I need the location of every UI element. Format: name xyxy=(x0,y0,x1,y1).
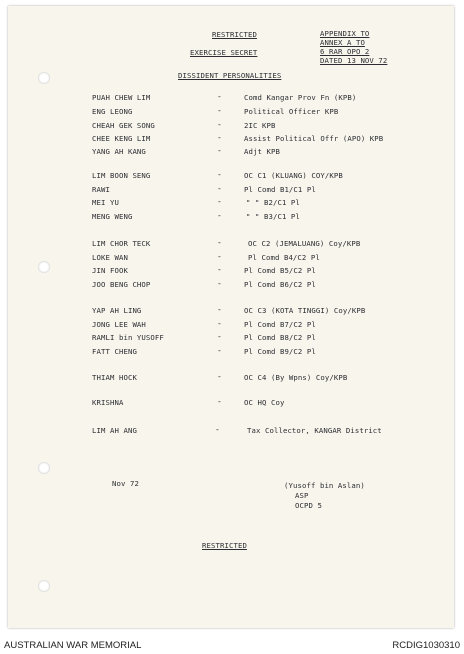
document-title: DISSIDENT PERSONALITIES xyxy=(178,71,282,80)
signature-name: (Yusoff bin Aslan) xyxy=(284,481,365,490)
punch-hole xyxy=(38,462,50,474)
person-name: MEI YU xyxy=(92,198,119,207)
person-name: MENG WENG xyxy=(92,212,133,221)
person-name: LIM CHOR TECK xyxy=(92,239,151,248)
separator-dash: - xyxy=(217,133,222,142)
person-name: JIN FOOK xyxy=(92,266,128,275)
appendix-line: ANNEX A TO xyxy=(320,38,365,47)
person-name: KRISHNA xyxy=(92,398,124,407)
separator-dash: - xyxy=(217,305,222,314)
person-role: 2IC KPB xyxy=(244,121,276,130)
separator-dash: - xyxy=(217,346,222,355)
separator-dash: - xyxy=(217,120,222,129)
person-name: THIAM HOCK xyxy=(92,373,137,382)
person-name: LIM AH ANG xyxy=(92,426,137,435)
separator-dash: - xyxy=(215,425,220,434)
separator-dash: - xyxy=(217,170,222,179)
person-role: Tax Collector, KANGAR District xyxy=(247,426,382,435)
person-role: " " B3/C1 Pl xyxy=(246,212,300,221)
separator-dash: - xyxy=(217,252,222,261)
person-name: PUAH CHEW LIM xyxy=(92,93,151,102)
separator-dash: - xyxy=(217,211,222,220)
person-role: Pl Comd B4/C2 Pl xyxy=(248,253,320,262)
appendix-line: APPENDIX TO xyxy=(320,29,370,38)
separator-dash: - xyxy=(217,319,222,328)
person-role: OC C4 (By Wpns) Coy/KPB xyxy=(244,373,348,382)
person-role: Pl Comd B6/C2 Pl xyxy=(244,280,316,289)
classification-top: RESTRICTED xyxy=(212,30,257,39)
person-role: " " B2/C1 Pl xyxy=(246,198,300,207)
person-role: Assist Political Offr (APO) KPB xyxy=(244,134,384,143)
person-role: Comd Kangar Prov Fn (KPB) xyxy=(244,93,357,102)
appendix-line: DATED 13 NOV 72 xyxy=(320,56,388,65)
person-role: Political Officer KPB xyxy=(244,107,339,116)
person-name: FATT CHENG xyxy=(92,347,137,356)
punch-hole xyxy=(38,261,50,273)
separator-dash: - xyxy=(217,238,222,247)
person-role: Pl Comd B7/C2 Pl xyxy=(244,320,316,329)
archive-name: AUSTRALIAN WAR MEMORIAL xyxy=(4,640,142,651)
separator-dash: - xyxy=(217,332,222,341)
person-name: YAP AH LING xyxy=(92,306,142,315)
person-name: LOKE WAN xyxy=(92,253,128,262)
person-name: CHEAH GEK SONG xyxy=(92,121,155,130)
separator-dash: - xyxy=(217,92,222,101)
person-name: JONG LEE WAH xyxy=(92,320,146,329)
person-name: RAMLI bin YUSOFF xyxy=(92,333,164,342)
person-role: OC C3 (KOTA TINGGI) Coy/KPB xyxy=(244,306,366,315)
separator-dash: - xyxy=(217,265,222,274)
person-role: Pl Comd B9/C2 Pl xyxy=(244,347,316,356)
separator-dash: - xyxy=(217,146,222,155)
separator-dash: - xyxy=(217,279,222,288)
archive-footer xyxy=(0,634,464,654)
document-page xyxy=(8,6,454,628)
separator-dash: - xyxy=(217,372,222,381)
person-role: Pl Comd B8/C2 Pl xyxy=(244,333,316,342)
person-role: Pl Comd B5/C2 Pl xyxy=(244,266,316,275)
person-name: CHEE KENG LIM xyxy=(92,134,151,143)
punch-hole xyxy=(38,580,50,592)
signature-appointment: OCPD 5 xyxy=(295,501,322,510)
person-role: OC C2 (JEMALUANG) Coy/KPB xyxy=(248,239,361,248)
exercise-secret: EXERCISE SECRET xyxy=(190,48,258,57)
appendix-line: 6 RAR OPO 2 xyxy=(320,47,370,56)
archive-reference: RCDIG1030310 xyxy=(392,640,460,651)
person-role: Adjt KPB xyxy=(244,147,280,156)
separator-dash: - xyxy=(217,197,222,206)
person-name: ENG LEONG xyxy=(92,107,133,116)
separator-dash: - xyxy=(217,397,222,406)
person-name: JOO BENG CHOP xyxy=(92,280,151,289)
signature-rank: ASP xyxy=(295,491,309,500)
person-name: RAWI xyxy=(92,185,110,194)
separator-dash: - xyxy=(217,184,222,193)
classification-bottom: RESTRICTED xyxy=(202,541,247,550)
person-role: OC C1 (KLUANG) COY/KPB xyxy=(244,171,343,180)
person-name: LIM BOON SENG xyxy=(92,171,151,180)
signature-date: Nov 72 xyxy=(112,479,139,488)
person-role: OC HQ Coy xyxy=(244,398,285,407)
person-name: YANG AH KANG xyxy=(92,147,146,156)
punch-hole xyxy=(38,72,50,84)
separator-dash: - xyxy=(217,106,222,115)
person-role: Pl Comd B1/C1 Pl xyxy=(244,185,316,194)
